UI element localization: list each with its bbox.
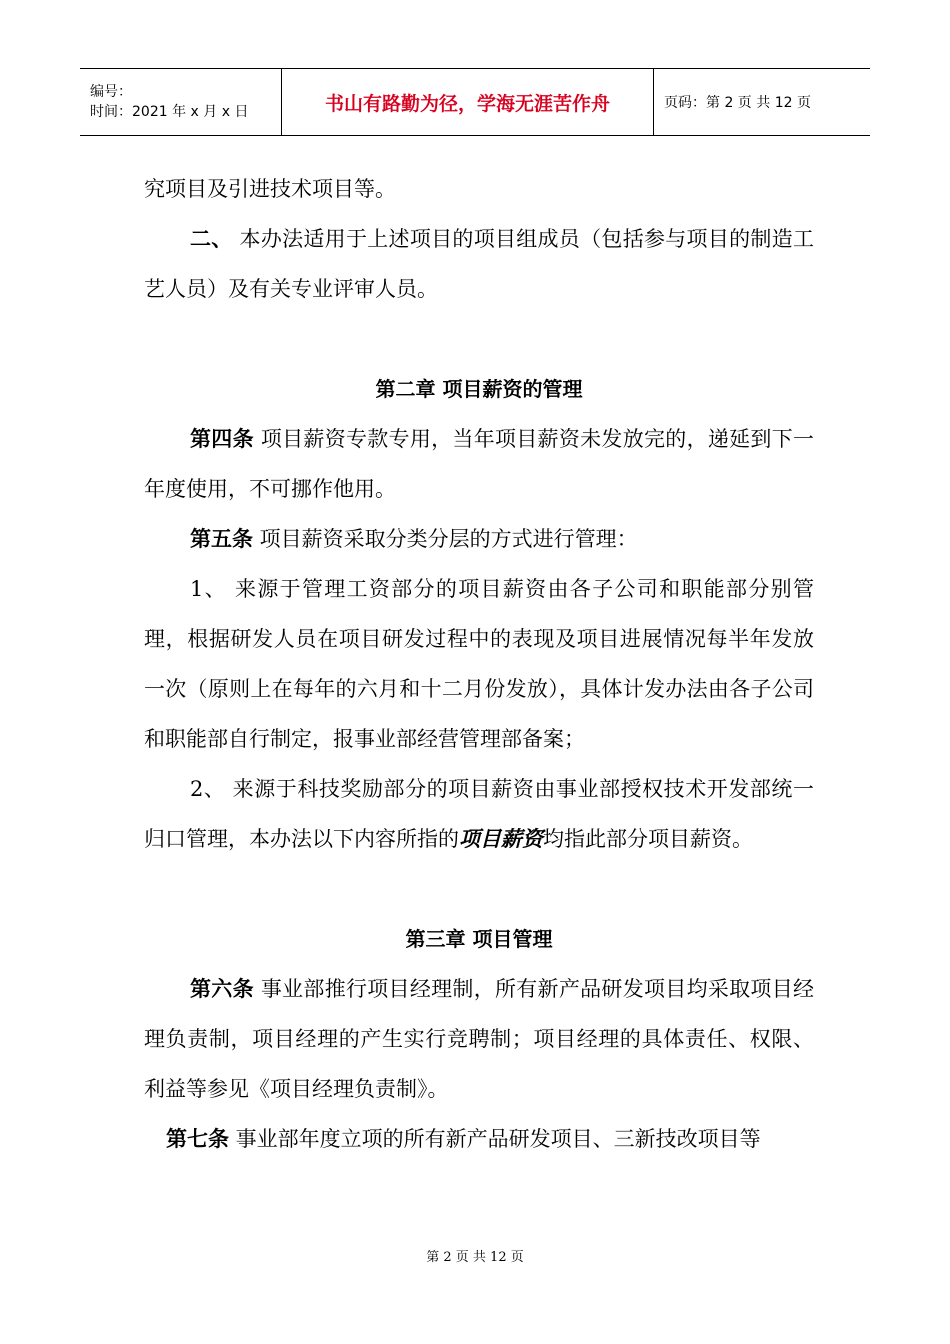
serial-label: 编号： xyxy=(90,84,132,100)
header-page-info xyxy=(654,69,870,135)
document-body xyxy=(144,164,814,1164)
item-text: 均指此部分项目薪资。 xyxy=(543,827,753,851)
article-text: 项目薪资采取分类分层的方式进行管理： xyxy=(253,527,638,551)
emphasis-term: 项目薪资 xyxy=(459,826,543,851)
page-info-text: 页码：第 2 页 共 12 页 xyxy=(664,95,811,111)
paragraph xyxy=(144,214,814,314)
article xyxy=(144,414,814,514)
article xyxy=(144,1114,814,1164)
article-number: 第四条 xyxy=(190,427,254,451)
item-text: 2、 来源于科技奖励部分的项目薪资由事业部授权技术开发部统一归口管理，本办法以下内容所指的 xyxy=(144,777,814,851)
article xyxy=(144,964,814,1114)
spacer xyxy=(144,864,814,914)
header-motto xyxy=(282,69,654,135)
clause-text: 本办法适用于上述项目的项目组成员（包括参与项目的制造工艺人员）及有关专业评审人员。 xyxy=(144,227,814,301)
header-meta xyxy=(80,69,282,135)
article-number: 第六条 xyxy=(190,977,254,1001)
time-label: 时间：2021 年 x 月 x 日 xyxy=(90,104,249,120)
list-item: 1、 来源于管理工资部分的项目薪资由各子公司和职能部分别管理，根据研发人员在项目研发过程中的表现及项目进展情况每半年发放一次（原则上在每年的六月和十二月份发放），具体计发办法由各子公司和职能部自行制定，报事业部经营管理部备案； xyxy=(144,577,814,751)
article-number: 第五条 xyxy=(190,527,253,551)
article xyxy=(144,514,814,564)
paragraph: 究项目及引进技术项目等。 xyxy=(144,177,396,201)
article-number: 第七条 xyxy=(166,1127,229,1151)
chapter-heading: 第二章 项目薪资的管理 xyxy=(375,377,583,401)
clause-number: 二、 xyxy=(190,227,233,251)
motto-text: 书山有路勤为径，学海无涯苦作舟 xyxy=(324,92,610,115)
list-item xyxy=(144,764,814,864)
article-text: 项目薪资专款专用，当年项目薪资未发放完的，递延到下一年度使用，不可挪作他用。 xyxy=(144,427,815,501)
article-text: 事业部推行项目经理制，所有新产品研发项目均采取项目经理负责制，项目经理的产生实行竞聘制；项目经理的具体责任、权限、利益等参见《项目经理负责制》。 xyxy=(144,977,815,1101)
spacer xyxy=(144,314,814,364)
article-text: 事业部年度立项的所有新产品研发项目、三新技改项目等 xyxy=(229,1127,761,1151)
page-header xyxy=(80,68,870,136)
chapter-heading: 第三章 项目管理 xyxy=(405,927,553,951)
page-footer: 第 2 页 共 12 页 xyxy=(426,1250,524,1265)
